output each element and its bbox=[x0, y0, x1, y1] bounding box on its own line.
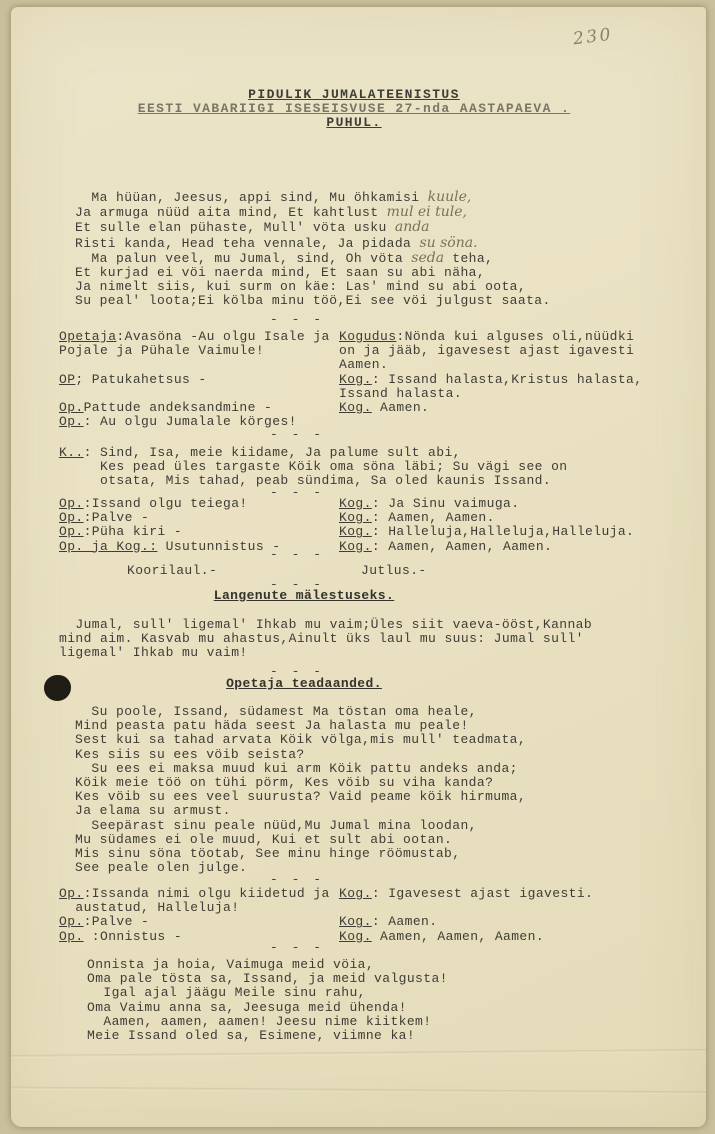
memorial-heading: Langenute mälestuseks. bbox=[213, 588, 395, 603]
liturgy-row: Op.:Palve - Kog.: Aamen, Aamen. bbox=[59, 510, 495, 526]
liturgy-row: Aamen. bbox=[339, 357, 389, 373]
speaker-label: Kog. bbox=[339, 886, 372, 901]
handwritten-correction: su söna. bbox=[419, 234, 478, 251]
liturgy-row: Op.:Püha kiri - Kog.: Halleluja,Halleluja,Halleluja. bbox=[59, 524, 635, 540]
text-line: Sest kui sa tahad arvata Köik völga,mis mull' teadmata, bbox=[75, 732, 527, 748]
speaker-label: K.. bbox=[59, 445, 84, 460]
section-separator: - - - bbox=[269, 872, 324, 887]
text-line: Kes pead üles targaste Köik oma söna läbi; Su vägi see on bbox=[59, 459, 568, 475]
liturgy-row: OP; Patukahetsus - Kog.: Issand halasta,Kristus halasta, bbox=[59, 371, 643, 387]
speaker-label: Kog. bbox=[339, 510, 372, 526]
speaker-label: Op. bbox=[59, 928, 84, 944]
section-separator: - - - bbox=[269, 664, 324, 679]
speaker-label: Kog. bbox=[339, 400, 372, 416]
title-line-2: EESTI VABARIIGI ISESEISVUSE 27-nda AASTAPAEVA . bbox=[137, 101, 571, 117]
text-line: otsata, Mis tahad, peab sündima, Sa oled kaunis Issand. bbox=[59, 473, 552, 489]
text-line: Jumal, sull' ligemal' Ihkab mu vaim;Üles siit vaeva-ööst,Kannab bbox=[59, 617, 593, 632]
title-line-3: PUHUL. bbox=[326, 115, 382, 131]
announcements-heading: Opetaja teadaanded. bbox=[226, 676, 382, 691]
speaker-label: Kog. bbox=[339, 914, 372, 930]
opening-hymn bbox=[75, 190, 551, 309]
speaker-label: Op. bbox=[59, 886, 84, 901]
speaker-label: Op. bbox=[59, 400, 84, 416]
text-line: Ja elama su armust. bbox=[75, 803, 231, 819]
text-line: Risti kanda, Head teha vennale, Ja pidada su söna. bbox=[75, 234, 478, 251]
speaker-label: Op. bbox=[59, 496, 84, 511]
liturgy-row: austatud, Halleluja! bbox=[59, 900, 240, 916]
speaker-label: Kogudus bbox=[339, 329, 397, 344]
document-title bbox=[11, 88, 697, 131]
section-separator: - - - bbox=[269, 940, 324, 955]
speaker-label: Op. bbox=[59, 510, 84, 526]
liturgy-row: Op. :Onnistus - Kog. Aamen, Aamen, Aamen. bbox=[59, 928, 545, 944]
text-line: Mis sinu söna töotab, See minu hinge röömustab, bbox=[75, 846, 461, 862]
text-line: Igal ajal jäägu Meile sinu rahu, bbox=[87, 985, 366, 1001]
speaker-label: Kog. bbox=[339, 496, 372, 511]
text-line: Ja armuga nüüd aita mind, Et kahtlust mul ei tule, bbox=[75, 204, 467, 221]
praise-stanza bbox=[59, 446, 567, 489]
text-line: Meie Issand oled sa, Esimene, viimne ka! bbox=[87, 1028, 416, 1044]
handwritten-correction: seda bbox=[411, 249, 445, 266]
liturgy-row: Op.Pattude andeksandmine - Kog. Aamen. bbox=[59, 400, 430, 416]
section-separator: - - - bbox=[269, 547, 324, 562]
liturgy-row: Issand halasta. bbox=[339, 385, 463, 401]
liturgy-row: Opetaja:Avasöna -Au olgu Isale ja Kogudus:Nönda kui alguses oli,nüüdki bbox=[59, 329, 635, 344]
text-line: Oma pale tösta sa, Issand, ja meid valgusta! bbox=[87, 971, 448, 987]
text-line: mind aim. Kasvab mu ahastus,Ainult üks laul mu suus: Jumal sull' bbox=[59, 631, 584, 647]
closing-stanza bbox=[87, 958, 448, 1043]
handwritten-correction: anda bbox=[394, 219, 430, 236]
speaker-label: Kog. bbox=[339, 538, 372, 554]
text-line: Mu südames ei ole muud, Kui et sult abi ootan. bbox=[75, 831, 453, 847]
text-line: Kes siis su ees vöib seista? bbox=[75, 746, 305, 762]
text-line: Su ees ei maksa muud kui arm Köik pattu andeks anda; bbox=[75, 760, 518, 776]
liturgy-row: Op.: Au olgu Jumalale körges! bbox=[59, 414, 297, 430]
speaker-label: Kog. bbox=[339, 371, 372, 387]
liturgy-row: Op.:Issand olgu teiega! Kog.: Ja Sinu vaimuga. bbox=[59, 496, 520, 511]
choir-song-label: Koorilaul.- bbox=[127, 563, 218, 578]
sermon-label: Jutlus.- bbox=[361, 563, 427, 578]
speaker-label: Op. bbox=[59, 414, 84, 430]
text-line: Onnista ja hoia, Vaimuga meid vöia, bbox=[87, 957, 375, 972]
speaker-label: OP bbox=[59, 371, 76, 387]
speaker-label: Kog. bbox=[339, 928, 372, 944]
liturgy-row: Op.:Issanda nimi olgu kiidetud ja Kog.: Igavesest ajast igavesti. bbox=[59, 886, 594, 901]
text-line: Et kurjad ei vöi naerda mind, Et saan su abi näha, bbox=[75, 265, 486, 281]
text-line: Su poole, Issand, südamest Ma töstan oma heale, bbox=[75, 704, 477, 719]
text-line: Oma Vaimu anna sa, Jeesuga meid ühenda! bbox=[87, 999, 407, 1015]
speaker-label: Opetaja bbox=[59, 329, 117, 344]
text-line: Et sulle elan pühaste, Mull' vöta usku anda bbox=[75, 219, 430, 236]
title-line-1: PIDULIK JUMALATEENISTUS bbox=[248, 87, 460, 102]
text-line: Mind peasta patu häda seest Ja halasta mu peale! bbox=[75, 718, 469, 734]
text-line: Aamen, aamen, aamen! Jeesu nime kiitkem! bbox=[87, 1013, 432, 1029]
text-line: Ma hüüan, Jeesus, appi sind, Mu öhkamisi kuule, bbox=[75, 189, 472, 205]
liturgy-row: Op.:Palve - Kog.: Aamen. bbox=[59, 914, 438, 930]
speaker-label: Op. ja Kog.: bbox=[59, 538, 158, 554]
liturgy-section-2 bbox=[59, 497, 692, 554]
handwritten-correction: mul ei tule, bbox=[386, 204, 467, 221]
text-line: K..: Sind, Isa, meie kiidame, Ja palume sult abi, bbox=[59, 445, 461, 460]
section-separator: - - - bbox=[269, 577, 324, 592]
section-separator: - - - bbox=[269, 485, 324, 500]
handwritten-correction: kuule, bbox=[427, 189, 472, 205]
document-page bbox=[11, 7, 706, 1127]
text-line: ligemal' Ihkab mu vaim! bbox=[59, 645, 248, 661]
section-separator: - - - bbox=[269, 427, 324, 442]
page-number-pencil: 230 bbox=[571, 24, 615, 50]
liturgy-row: Pojale ja Pühale Vaimule! on ja jääb, igavesest ajast igavesti bbox=[59, 343, 635, 359]
liturgy-section-1 bbox=[59, 330, 692, 429]
speaker-label: Op. bbox=[59, 914, 84, 930]
memorial-hymn bbox=[59, 618, 592, 661]
liturgy-section-3 bbox=[59, 887, 692, 944]
text-line: Seepärast sinu peale nüüd,Mu Jumal mina loodan, bbox=[75, 817, 477, 833]
text-line: Su peal' loota;Ei kölba minu töö,Ei see vöi julgust saata. bbox=[75, 293, 551, 309]
speaker-label: Op. bbox=[59, 524, 84, 540]
hole-punch-mark bbox=[44, 675, 71, 701]
text-line: Ja nimelt siis, kui surm on käe: Las' mind su abi oota, bbox=[75, 279, 527, 295]
fold-crease bbox=[11, 1087, 706, 1095]
fold-crease bbox=[11, 1049, 706, 1058]
liturgy-row: Op. ja Kog.: Usutunnistus - Kog.: Aamen, Aamen, Aamen. bbox=[59, 538, 553, 554]
text-line: Köik meie töö on tühi pörm, Kes vöib su viha kanda? bbox=[75, 775, 494, 791]
text-line: Kes vöib su ees veel suurusta? Vaid peame köik hirmuma, bbox=[75, 789, 527, 805]
announcements-hymn bbox=[75, 705, 526, 875]
speaker-label: Kog. bbox=[339, 524, 372, 540]
text-line: See peale olen julge. bbox=[75, 860, 248, 876]
text-line: Ma palun veel, mu Jumal, sind, Oh vöta seda teha, bbox=[75, 249, 494, 266]
section-separator: - - - bbox=[269, 312, 324, 327]
